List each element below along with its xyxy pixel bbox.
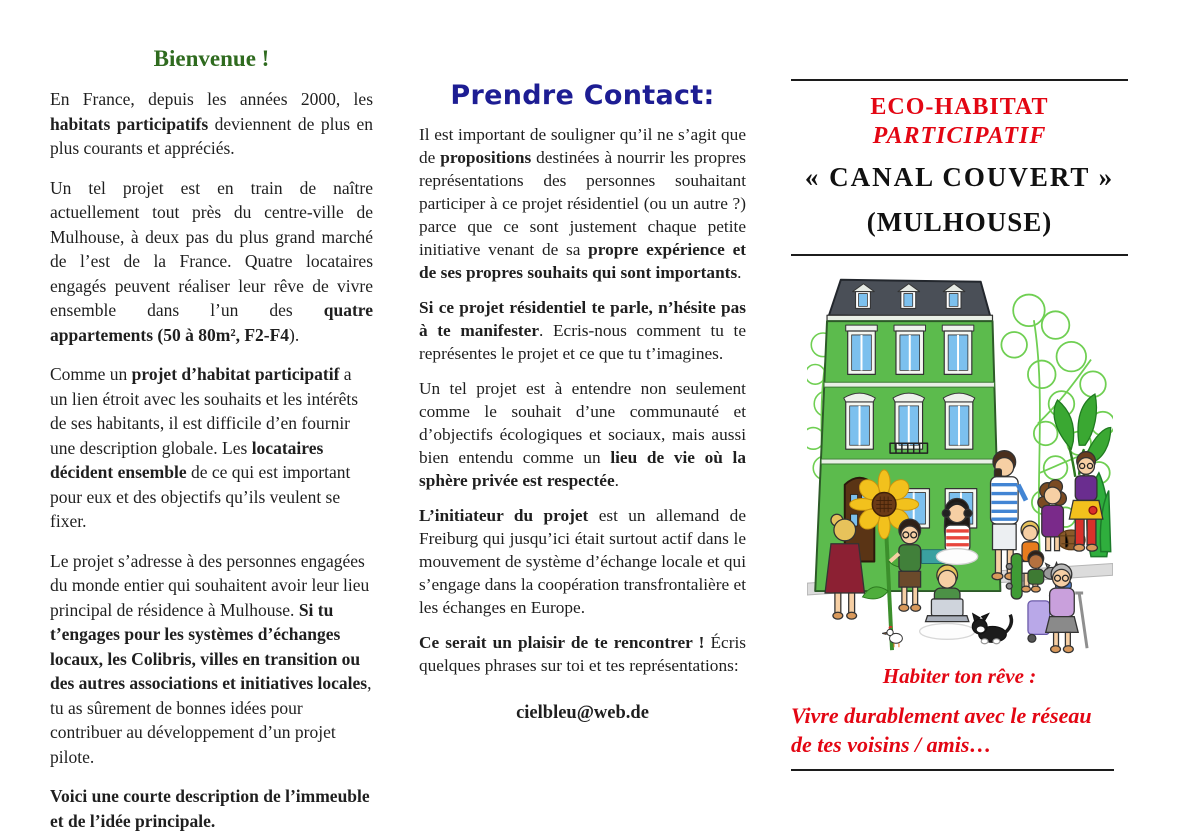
- paragraph: Si ce projet résidentiel te parle, n’hésite pas à te manifester. Ecris-nous comment tu te représentes le projet et ce que tu t’imagines.: [419, 298, 747, 363]
- welcome-paragraphs: [50, 87, 373, 833]
- panel-cover: [791, 0, 1128, 771]
- divider-middle: [791, 254, 1128, 256]
- cover-caption: [791, 701, 1128, 759]
- cover-title-line4: (MULHOUSE): [866, 207, 1053, 237]
- cover-title-line3: « CANAL COUVERT »: [804, 162, 1115, 192]
- cover-caption-heading: Habiter ton rêve :: [882, 664, 1037, 688]
- panel-welcome: [50, 0, 373, 833]
- cat: [972, 614, 1011, 644]
- floor-band-2: [821, 459, 997, 464]
- contact-heading: Prendre Contact:: [450, 80, 715, 111]
- paragraph: Un tel projet est en train de naître actuellement tout près du centre-ville de Mulhouse, à deux pas du plus grand marché de l’est de la France. Quatre locataires engagés peuvent réaliser leur rêve de vivre ensemble dans l’un des quatre appartements (50 à 80m², F2-F4).: [50, 177, 373, 345]
- floor-band-1: [824, 382, 994, 387]
- contact-email: cielbleu@web.de: [516, 703, 649, 723]
- panel-contact: [419, 0, 746, 724]
- windows-floor-middle: [843, 393, 974, 453]
- paragraph: L’initiateur du projet est un allemand de Freiburg qui jusqu’ici était surtout actif dans le mouvement de système d’échange locale et qui s’engage dans la coopération transfrontalière et les échanges en Europe.: [419, 506, 746, 617]
- paragraph: Voici une courte description de l’immeuble et de l’idée principale.: [50, 786, 370, 831]
- cover-caption-line1: Vivre durablement avec le réseau: [791, 703, 1092, 728]
- welcome-heading: Bienvenue !: [153, 46, 270, 71]
- paragraph: Le projet s’adresse à des personnes engagées du monde entier qui souhaitent avoir leur lieu principal de résidence à Mulhouse. Si tu t’engages pour les systèmes d’échanges locaux, les Colibris, villes en transition ou des autres associations et initiatives locales, tu as sûrement de bonnes idées pour contribuer au développement d’un projet pilote.: [50, 550, 372, 767]
- paragraph: Ce serait un plaisir de te rencontrer ! Écris quelques phrases sur toi et tes représentations:: [419, 633, 747, 675]
- divider-bottom: [791, 769, 1114, 771]
- divider-top: [791, 79, 1128, 81]
- paragraph: En France, depuis les années 2000, les habitats participatifs deviennent de plus en plus courants et appréciés.: [50, 89, 373, 158]
- neighbourhood-illustration: [807, 266, 1113, 660]
- cover-title-line2: PARTICIPATIF: [872, 123, 1047, 149]
- paragraph: Comme un projet d’habitat participatif a un lien étroit avec les souhaits et les intérêts de ses habitants, il est difficile d’en fournir une description globale. Les locataires décident ensemble de ce qui est important pour eux et des objectifs qu’ils veulent se fixer.: [50, 364, 359, 531]
- windows-floor-top: [845, 325, 973, 374]
- cover-caption-line2: de tes voisins / amis…: [791, 732, 992, 758]
- cover-title-line1: ECO-HABITAT: [870, 94, 1049, 120]
- paragraph: Il est important de souligner qu’il ne s’agit que de propositions destinées à nourrir les propres représentations des personnes souhaitant participer à ce projet résidentiel (ou un autre ?) parce que ce sont justement chaque petite initiative venant de sa propre expérience et de ses propres souhaits qui sont importants.: [419, 125, 747, 282]
- contact-paragraphs: [419, 123, 746, 677]
- paragraph: Un tel projet est à entendre non seulement comme le souhait d’une communauté et d’objectifs écologiques et sociaux, mais aussi bien entendu comme un lieu de vie où la sphère privée est respectée.: [419, 379, 746, 490]
